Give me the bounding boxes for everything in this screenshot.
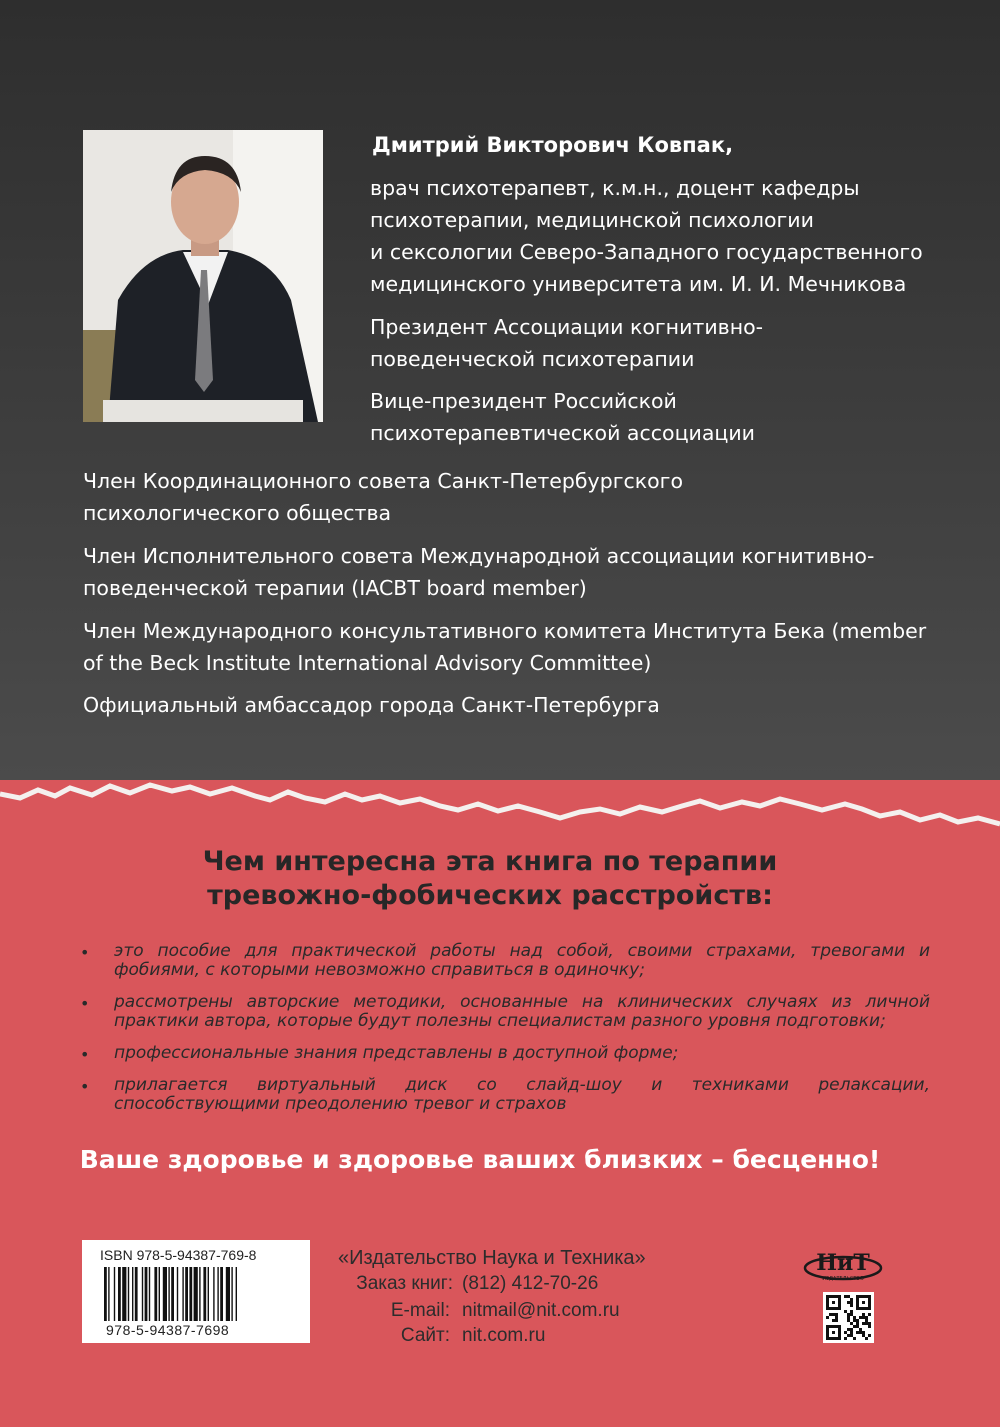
barcode-bar: [189, 1267, 192, 1321]
qr-module: [832, 1319, 835, 1322]
qr-module: [826, 1304, 829, 1307]
qr-module: [844, 1310, 847, 1313]
qr-module: [868, 1304, 871, 1307]
qr-module: [829, 1295, 832, 1298]
qr-module: [856, 1331, 859, 1334]
author-bio-president: Президент Ассоциации когнитивно- поведенческой психотерапии: [370, 315, 764, 371]
features-list: [80, 942, 930, 1127]
barcode-bar: [154, 1267, 157, 1321]
nit-logo-icon: [803, 1248, 883, 1284]
bullet-icon: •: [80, 1077, 90, 1096]
qr-module: [847, 1295, 850, 1298]
qr-module: [865, 1307, 868, 1310]
qr-module: [826, 1316, 829, 1319]
qr-module: [826, 1298, 829, 1301]
barcode-bar: [231, 1267, 232, 1321]
barcode-bar: [159, 1267, 160, 1321]
author-photo: [83, 130, 323, 422]
qr-module: [862, 1313, 865, 1316]
site-label: Сайт:: [400, 1325, 450, 1346]
barcode-bar: [163, 1267, 167, 1321]
qr-module: [844, 1295, 847, 1298]
qr-module: [859, 1295, 862, 1298]
qr-module: [832, 1307, 835, 1310]
site-link[interactable]: nit.com.ru: [462, 1325, 546, 1346]
author-bio-ambassador: Официальный амбассадор города Санкт-Петербурга: [83, 693, 660, 717]
qr-module: [853, 1325, 856, 1328]
qr-module: [829, 1307, 832, 1310]
qr-module: [829, 1313, 832, 1316]
author-bio-coordination-council: Член Координационного совета Санкт-Петербургского психологического общества: [83, 469, 683, 525]
qr-module: [859, 1328, 862, 1331]
qr-module: [853, 1319, 856, 1322]
qr-module: [826, 1334, 829, 1337]
qr-module: [850, 1331, 853, 1334]
barcode-bar: [199, 1267, 200, 1321]
qr-module: [838, 1301, 841, 1304]
list-item: [80, 1044, 930, 1063]
feature-text: рассмотрены авторские методики, основанные на клинических случаях из личной практики автора, которые будут полезны специалистам разного уровня подготовки;: [114, 992, 930, 1031]
qr-module: [832, 1337, 835, 1340]
barcode-bar: [135, 1267, 138, 1321]
barcode-bar: [149, 1267, 150, 1321]
qr-module: [826, 1301, 829, 1304]
qr-module: [847, 1328, 850, 1331]
barcode-bar: [217, 1267, 218, 1321]
barcode-icon: [102, 1267, 292, 1323]
logo-text: НиТ: [816, 1250, 870, 1276]
isbn-label: ISBN 978-5-94387-769-8: [100, 1247, 257, 1263]
torn-paper-edge: [0, 776, 1000, 846]
barcode-bar: [114, 1267, 115, 1321]
qr-module: [862, 1307, 865, 1310]
qr-module: [868, 1298, 871, 1301]
qr-module: [856, 1301, 859, 1304]
barcode-bar: [220, 1267, 223, 1321]
qr-module: [856, 1322, 859, 1325]
qr-module: [835, 1295, 838, 1298]
barcode-bar: [177, 1267, 178, 1321]
qr-module: [868, 1322, 871, 1325]
qr-module: [829, 1337, 832, 1340]
qr-module: [838, 1331, 841, 1334]
qr-module: [826, 1331, 829, 1334]
qr-module: [862, 1295, 865, 1298]
qr-module: [850, 1304, 853, 1307]
order-label: Заказ книг:: [356, 1273, 453, 1294]
qr-module: [826, 1328, 829, 1331]
logo-sub: ИЗДАТЕЛЬСТВО: [822, 1276, 864, 1282]
slogan: Ваше здоровье и здоровье ваших близких – бесценно!: [79, 1145, 881, 1174]
qr-module: [865, 1319, 868, 1322]
qr-module: [859, 1307, 862, 1310]
qr-module: [859, 1316, 862, 1319]
qr-module: [868, 1307, 871, 1310]
bullet-icon: •: [80, 943, 90, 962]
author-portrait-icon: [83, 130, 323, 422]
author-bio-position: врач психотерапевт, к.м.н., доцент кафедры психотерапии, медицинской психологии и сексологии Северо-Западного государственного медицинского университета им. И. И. Мечникова: [370, 176, 923, 296]
qr-module: [856, 1307, 859, 1310]
qr-module: [838, 1337, 841, 1340]
qr-module: [856, 1319, 859, 1322]
features-heading: Чем интересна эта книга по терапии тревожно-фобических расстройств:: [202, 846, 778, 911]
qr-module: [829, 1325, 832, 1328]
qr-module: [835, 1316, 838, 1319]
qr-module: [862, 1334, 865, 1337]
qr-module: [838, 1298, 841, 1301]
barcode-bar: [171, 1267, 174, 1321]
bullet-icon: •: [80, 1045, 90, 1064]
qr-module: [862, 1316, 865, 1319]
qr-module: [850, 1301, 853, 1304]
bullet-icon: •: [80, 994, 90, 1013]
qr-module: [838, 1307, 841, 1310]
publisher-logo: [803, 1248, 883, 1288]
qr-module: [844, 1337, 847, 1340]
qr-module: [850, 1298, 853, 1301]
barcode-bar: [128, 1267, 129, 1321]
qr-module: [835, 1337, 838, 1340]
barcode-bar: [132, 1267, 133, 1321]
author-bio-vice-president: Вице-президент Российской психотерапевтической ассоциации: [370, 389, 756, 445]
qr-module: [853, 1316, 856, 1319]
list-item: [80, 993, 930, 1031]
qr-module: [835, 1319, 838, 1322]
qr-module: [856, 1298, 859, 1301]
qr-module: [847, 1316, 850, 1319]
barcode-bar: [226, 1267, 230, 1321]
qr-module: [853, 1337, 856, 1340]
qr-module: [838, 1304, 841, 1307]
barcode-bar: [142, 1267, 143, 1321]
qr-module: [826, 1337, 829, 1340]
qr-module: [826, 1325, 829, 1328]
qr-module: [844, 1331, 847, 1334]
qr-module: [832, 1325, 835, 1328]
barcode-bar: [203, 1267, 206, 1321]
qr-module: [868, 1295, 871, 1298]
isbn-barcode-block: [82, 1240, 310, 1343]
publisher-name: «Издательство Наука и Техника»: [338, 1247, 646, 1269]
barcode-bar: [182, 1267, 183, 1321]
barcode-bar: [208, 1267, 209, 1321]
barcode-bar: [118, 1267, 121, 1321]
barcode-bar: [122, 1267, 126, 1321]
list-item: [80, 1076, 930, 1114]
qr-module: [832, 1313, 835, 1316]
qr-module: [865, 1322, 868, 1325]
qr-module: [865, 1295, 868, 1298]
qr-module: [868, 1334, 871, 1337]
qr-module: [838, 1328, 841, 1331]
qr-module: [856, 1304, 859, 1307]
qr-module: [865, 1316, 868, 1319]
barcode-bar: [213, 1267, 214, 1321]
qr-module: [826, 1307, 829, 1310]
feature-text: профессиональные знания представлены в доступной форме;: [114, 1043, 679, 1063]
feature-text: прилагается виртуальный диск со слайд-шоу и техниками релаксации, способствующими преодолению тревог и страхов: [114, 1075, 930, 1114]
qr-module: [850, 1313, 853, 1316]
qr-module: [847, 1301, 850, 1304]
qr-module: [850, 1328, 853, 1331]
qr-module: [850, 1310, 853, 1313]
qr-module: [847, 1313, 850, 1316]
barcode-bar: [185, 1267, 188, 1321]
list-item: [80, 942, 930, 980]
qr-module: [838, 1295, 841, 1298]
barcode-bar: [104, 1267, 107, 1321]
author-name: Дмитрий Викторович Ковпак,: [372, 133, 734, 157]
qr-module: [850, 1322, 853, 1325]
barcode-bar: [194, 1267, 198, 1321]
qr-module: [835, 1325, 838, 1328]
author-bio-beck-institute: Член Международного консультативного комитета Института Бека (member of the Beck Institute International Advisory Committee): [83, 619, 927, 675]
qr-module: [859, 1331, 862, 1334]
qr-module: [832, 1301, 835, 1304]
qr-module: [826, 1295, 829, 1298]
qr-module: [856, 1295, 859, 1298]
qr-module: [862, 1322, 865, 1325]
qr-module: [838, 1325, 841, 1328]
qr-module: [862, 1301, 865, 1304]
feature-text: это пособие для практической работы над собой, своими страхами, тревогами и фобиями, с которыми невозможно справиться в одиночку;: [114, 941, 930, 980]
author-bio-executive-council: Член Исполнительного совета Международной ассоциации когнитивно- поведенческой терапии (IACBT board member): [83, 544, 875, 600]
qr-module: [868, 1313, 871, 1316]
barcode-bar: [145, 1267, 148, 1321]
qr-module: [850, 1334, 853, 1337]
email-link[interactable]: nitmail@nit.com.ru: [462, 1300, 620, 1321]
qr-module: [856, 1325, 859, 1328]
qr-module: [868, 1325, 871, 1328]
qr-module: [832, 1331, 835, 1334]
barcode-bar: [168, 1267, 169, 1321]
qr-module: [838, 1334, 841, 1337]
qr-module: [847, 1319, 850, 1322]
qr-module: [868, 1301, 871, 1304]
qr-module: [832, 1295, 835, 1298]
barcode-bar: [108, 1267, 109, 1321]
qr-module: [835, 1307, 838, 1310]
qr-module: [865, 1337, 868, 1340]
isbn-digits: 978-5-94387-7698: [106, 1322, 230, 1338]
qr-module: [847, 1334, 850, 1337]
order-phone: (812) 412-70-26: [462, 1273, 599, 1294]
qr-module: [862, 1331, 865, 1334]
barcode-bar: [236, 1267, 237, 1321]
qr-code-icon: [823, 1292, 874, 1343]
email-label: E-mail:: [390, 1300, 450, 1321]
qr-module: [835, 1313, 838, 1316]
